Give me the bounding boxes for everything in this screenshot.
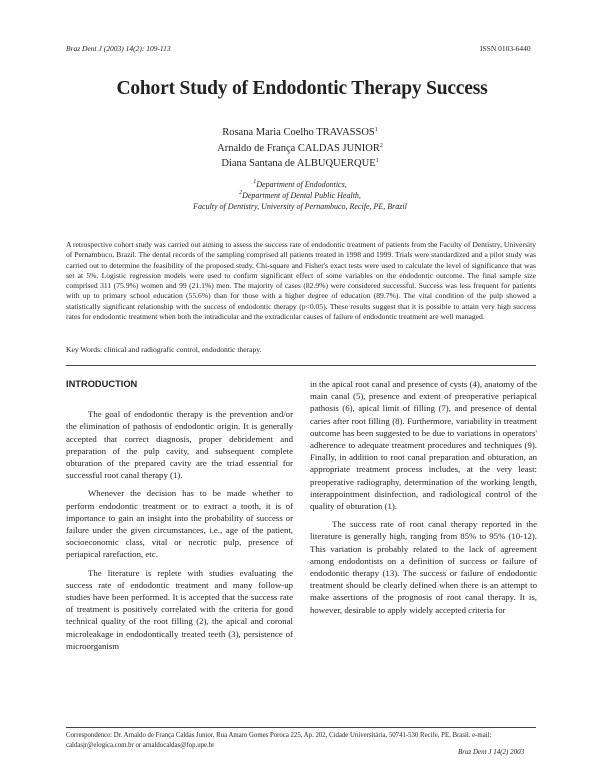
paragraph: The success rate of root canal therapy reported in the literature is generally high, ranging from 85% to 95% (10-12). This variation is probably related to the lack of agreement among endodontists on a definition of success or failure of endodontic therapy (13). The success or failure of endodontic treatment should be clearly defined when there is an attempt to make assertions of the prognosis of root canal therapy. It is, however, desirable to apply widely accepted criteria for (310, 519, 537, 615)
divider (66, 365, 536, 366)
affiliation (100, 180, 500, 191)
affiliation (100, 191, 500, 202)
affiliations (100, 180, 500, 212)
author-affiliation-mark: 1 (375, 158, 379, 164)
abstract: A retrospective cohort study was carried out aiming to assess the success rate of endodontic treatment of patients from the Faculty of Dentistry, University of Pernambuco, Brazil. The dental records of the sampling comprised all patients treated in 1998 and 1999. Trials were standardized and a pilot study was carried out to determine the feasibility of the proposed study. Chi-square and Fisher's exact tests were used to calculate the level of significance that was set at 5%. Logistic regression models were used to confirm significant effect of some variables on the endodontic outcome. The final sample size comprised 311 (75.9%) women and 99 (21.1%) men. The majority of cases (82.9%) were considered successful. Success was less frequent for patients with up to primary school education (55.6%) than for those with a higher degree of education (89.7%). The vital condition of the pulp showed a statistically significant relationship with the success of endodontic therapy (p<0.05). These results suggest that it is possible to attain very high success rates for endodontic treatment when both the intradicular and the extradicular causes of failure of endodontic treatment are well managed. (66, 240, 536, 322)
divider (66, 727, 536, 728)
keywords: Key Words: clinical and radiografic control, endodontic therapy. (66, 345, 262, 354)
paragraph: The goal of endodontic therapy is the prevention and/or the elimination of pathosis of endodontic origin. It is generally accepted that correct diagnosis, proper debridement and preparation of the pulp cavity, and subsequent complete obturation of the prepared cavity are the triad essential for successful root canal therapy (1). (66, 409, 293, 481)
article-title: Cohort Study of Endodontic Therapy Success (116, 78, 488, 99)
paragraph: Whenever the decision has to be made whether to perform endodontic treatment or to extract a tooth, it is of importance to gain an insight into the probability of success or failure under the given circumstances, i.e., age of the patient, socioeconomic class, vital or necrotic pulp, presence of periapical rarefaction, etc. (66, 488, 293, 560)
affiliation-mark: 1 (253, 179, 257, 185)
author-name: Rosana Maria Coelho TRAVASSOS (222, 127, 375, 138)
body-column-right (310, 378, 537, 622)
author-affiliation-mark: 1 (374, 127, 378, 133)
page-footer: Braz Dent J 14(2) 2003 (458, 748, 525, 756)
author-name: Arnaldo de França CALDAS JUNIOR (217, 142, 380, 154)
section-heading: INTRODUCTION (66, 379, 138, 389)
journal-citation: Braz Dent J (2003) 14(2): 109-113 (66, 44, 171, 53)
body-column-left (66, 378, 293, 658)
affiliation-text: Department of Dental Public Health, (242, 190, 361, 200)
issn: ISSN 0103-6440 (480, 44, 531, 53)
paragraph: The literature is replete with studies evaluating the success rate of endodontic treatment and many follow-up studies have been performed. It is accepted that the success rate of treatment is positively correlated with the criteria for good technical quality of the root filling (2), the apical and coronal microleakage in endodontically treated teeth (3), persistence of microorganism (66, 567, 293, 651)
faculty: Faculty of Dentistry, University of Pernambuco, Recife, PE, Brazil (193, 201, 407, 211)
paragraph: in the apical root canal and presence of cysts (4), anatomy of the main canal (5), presence and extent of preoperative periapical pathosis (6), apical limit of filling (7), and presence of dental caries after root filling (8). Furthermore, variability in treatment outcome has been suggested to be due to variations in operators' adherence to adequate treatment procedures and techniques (9). Finally, in addition to root canal preparation and obturation, an appropriate treatment process includes, at the very least: preoperative radiography, determination of the working length, interappointment disinfection, and radiological control of the quality of obturation (1). (310, 379, 537, 512)
author-list (150, 125, 450, 172)
affiliation-mark: 2 (239, 189, 243, 196)
author (150, 156, 450, 172)
author (150, 125, 450, 141)
author (150, 141, 450, 157)
author-name: Diana Santana de ALBUQUERQUE (221, 158, 376, 169)
author-affiliation-mark: 2 (379, 142, 383, 149)
affiliation-text: Department of Endodontics, (256, 180, 347, 189)
correspondence: Correspondence: Dr. Arnaldo de França Caldas Junior, Rua Amaro Gomes Poroca 225, Ap. 202, Cidade Universitária, 50741-530 Recife, PE, Brasil. e-mail: caldasjr@elogica.com.br or arnaldocaldas@fop.upe.br (66, 732, 492, 749)
